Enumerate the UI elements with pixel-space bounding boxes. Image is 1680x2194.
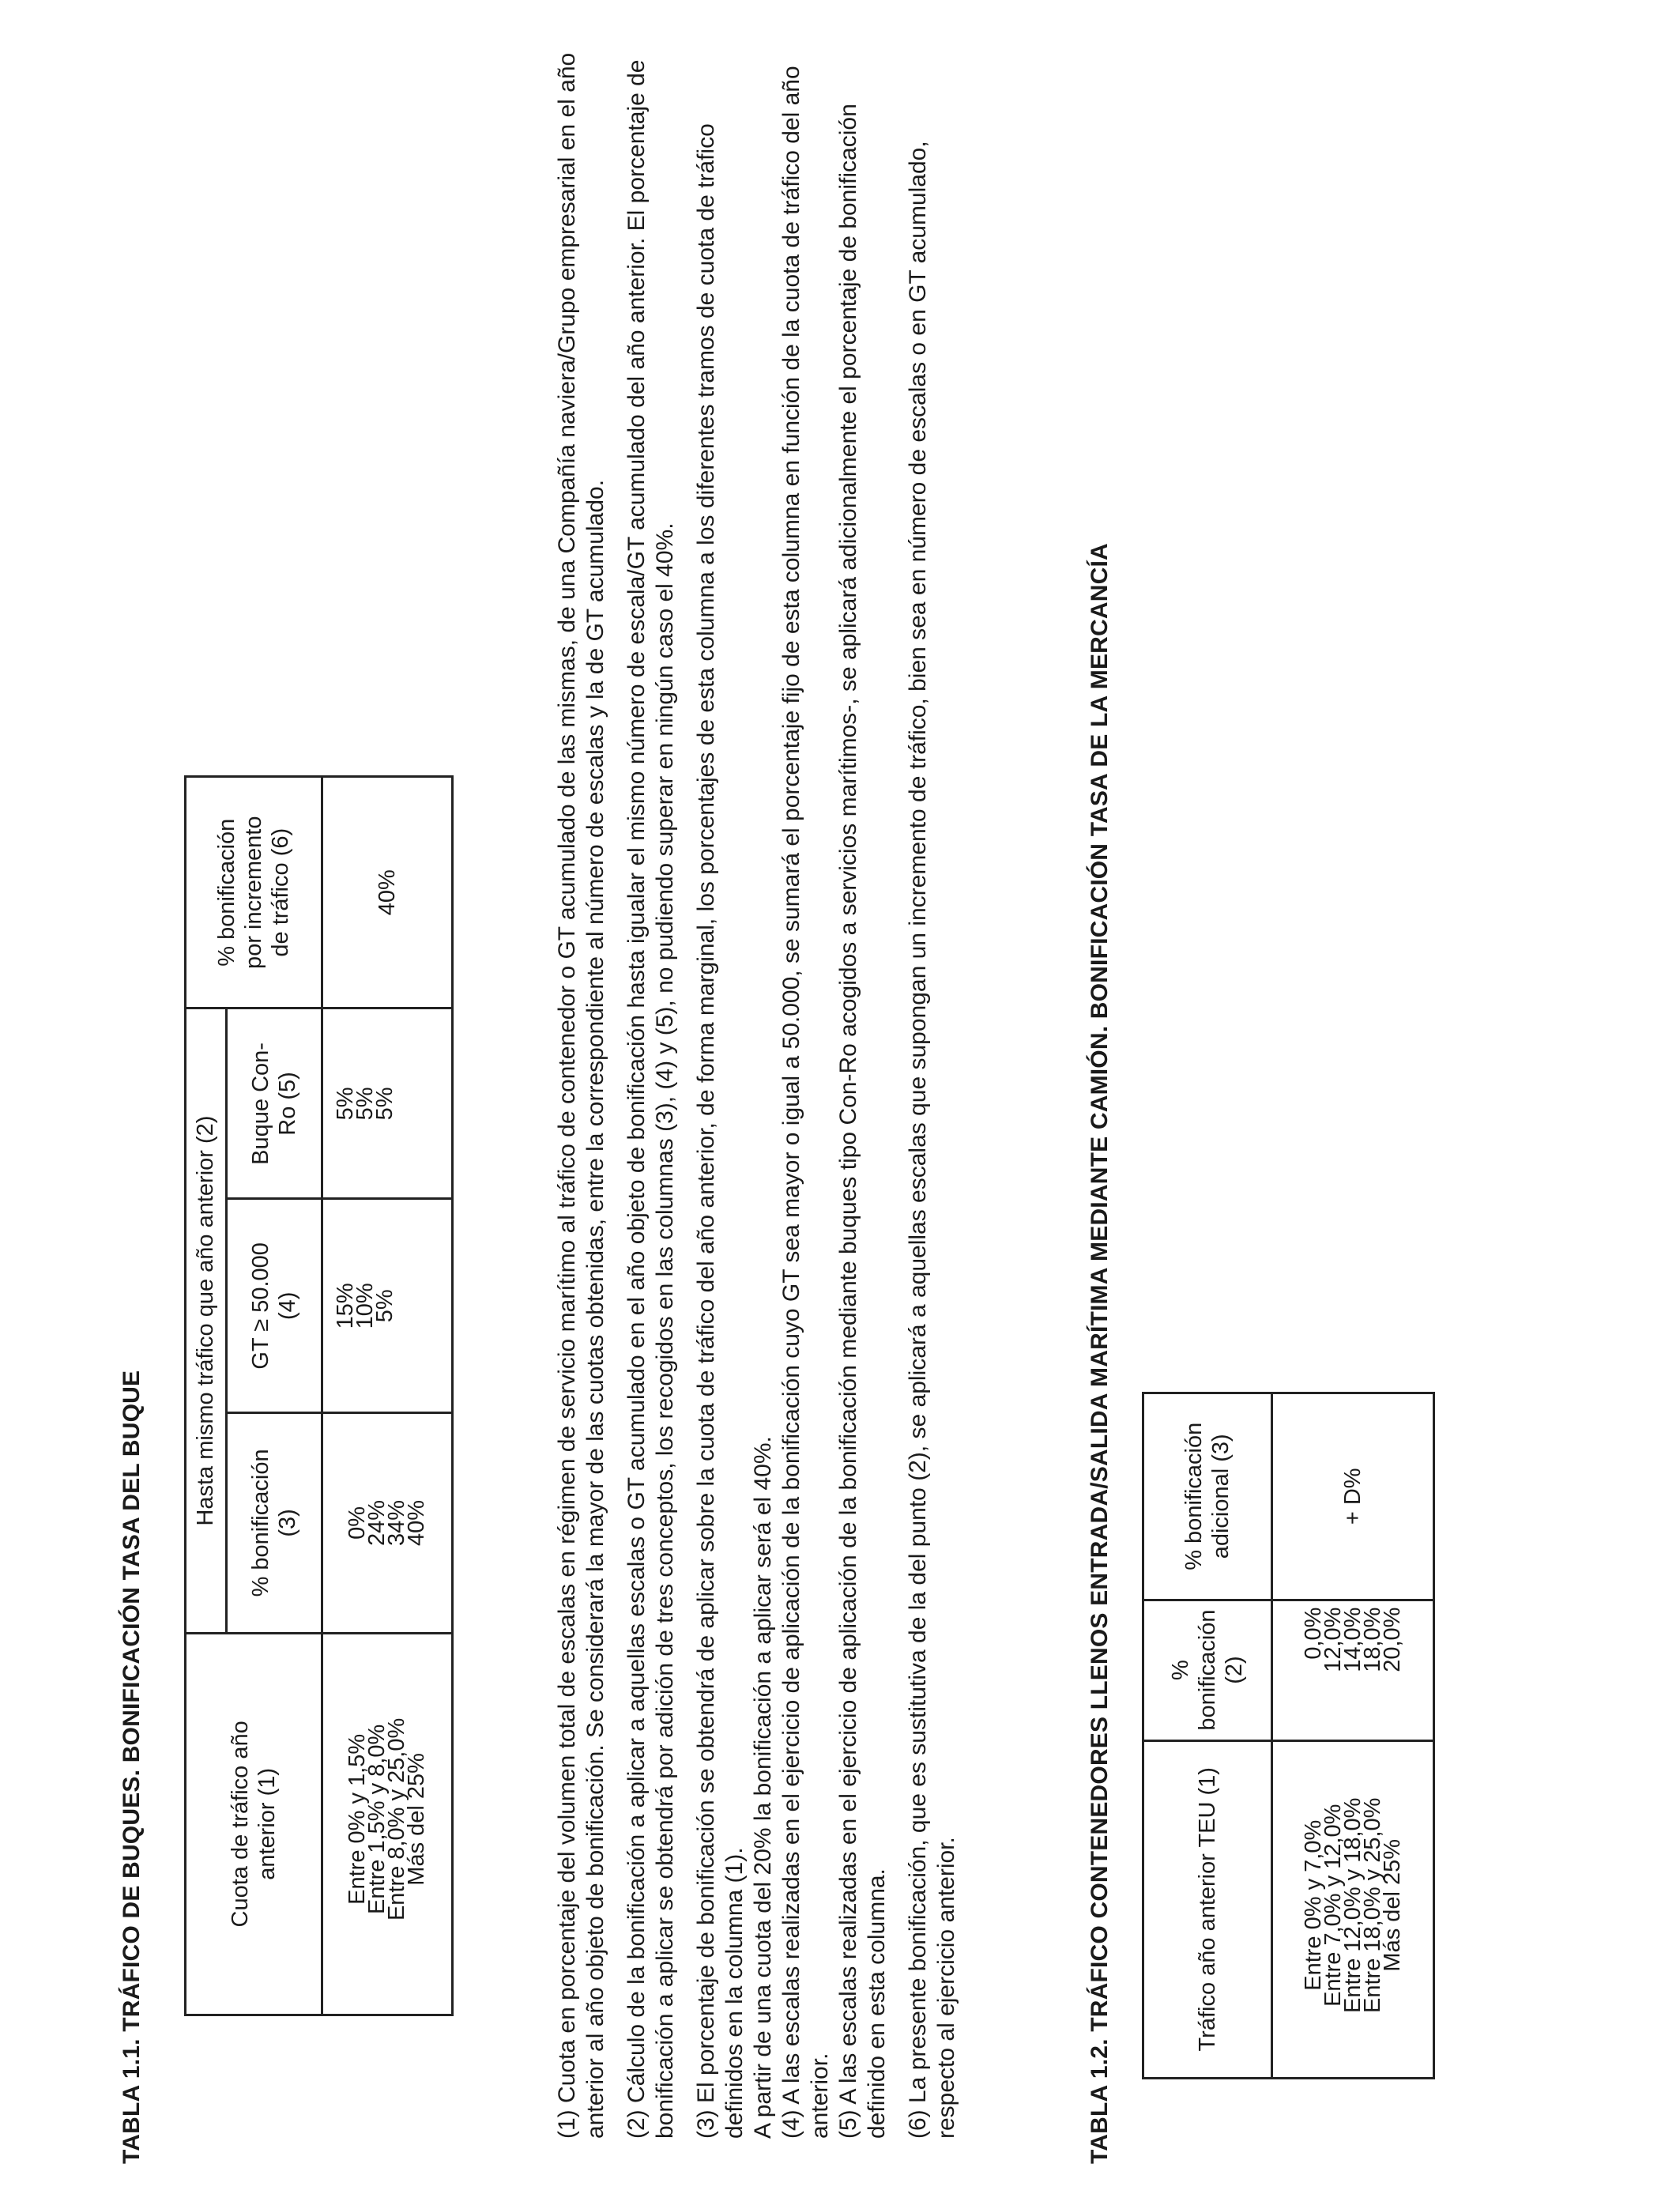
table-row-bonif: 34% [384, 1499, 409, 1546]
t1-cuota-cell [322, 1633, 453, 2015]
table-row-bonif: 24% [364, 1499, 390, 1546]
t2-trafico-cell [1272, 1740, 1434, 2078]
table-row-cuota: Entre 8,0% y 25,0% [384, 1717, 409, 1921]
table-row-gt: 5% [372, 1289, 397, 1323]
notes [553, 52, 974, 2139]
t1-col4-header: Buque Con-Ro (5) [227, 1008, 322, 1199]
t1-increment-cell: 40% [322, 777, 453, 1008]
note-2: (2) Cálculo de la bonificación a aplicar a aquellas escalas o GT acumulado en el año objeto de bonificación hasta igualar el mismo número de escala/GT acumulado del año anterior. El porcentaje de bonificación a aplicar se obtendrá por adición de tres conceptos, los recogidos en las columnas (3), (4) y (5), no pudiendo superar en ningún caso el 40%. [623, 59, 678, 2139]
table-row-conro: 5% [372, 1087, 397, 1121]
table-row-trafico: Entre 0% y 7,0% [1300, 1819, 1326, 1991]
table2 [1142, 1392, 1435, 2079]
t2-col1-header: Tráfico año anterior TEU (1) [1143, 1740, 1272, 2078]
table-row-bonif: 14,0% [1339, 1607, 1365, 1672]
t2-adicional-cell: + D% [1272, 1393, 1434, 1600]
t1-group-header: Hasta mismo tráfico que año anterior (2) [186, 1008, 227, 1633]
table1 [184, 775, 454, 2016]
table-row-gt: 10% [352, 1283, 378, 1329]
table-row-cuota: Más del 25% [404, 1753, 429, 1886]
table-row-trafico: Entre 12,0% y 18,0% [1339, 1797, 1365, 2013]
t1-gt-cell [322, 1199, 453, 1413]
table1-title: TABLA 1.1. TRÁFICO DE BUQUES. BONIFICACIÓN TASA DEL BUQUE [119, 1370, 145, 2164]
t1-conro-cell [322, 1008, 453, 1199]
note-3: (3) El porcentaje de bonificación se obtendrá de aplicar sobre la cuota de tráfico del año anterior, de forma marginal, los porcentajes de esta columna a los diferentes tramos de cuota de tráfico definidos en la columna (1). [693, 123, 748, 2139]
t1-col5-header: % bonificación por incremento de tráfico (6) [186, 777, 322, 1008]
table-row-conro: 5% [352, 1087, 378, 1121]
t2-col3-header: % bonificación adicional (3) [1143, 1393, 1272, 1600]
table-row-bonif: 0% [345, 1506, 370, 1540]
table-row-bonif: 0,0% [1300, 1607, 1326, 1660]
table-row-conro: 5% [333, 1087, 358, 1121]
table-row-trafico: Más del 25% [1379, 1838, 1405, 1972]
table-row-bonif: 40% [404, 1499, 429, 1546]
t1-col1-header: Cuota de tráfico año anterior (1) [186, 1633, 322, 2015]
table-row-trafico: Entre 7,0% y 12,0% [1320, 1804, 1346, 2007]
table-row-gt: 15% [333, 1283, 358, 1329]
table-row-cuota: Entre 1,5% y 8,0% [364, 1724, 390, 1914]
note-1: (1) Cuota en porcentaje del volumen total de escalas en régimen de servicio marítimo al tráfico de contenedor o GT acumulado de las mismas, de una Compañía naviera/Grupo empresarial en el año anterior al año objeto de bonificación. Se considerará la mayor de las cuotas obtenidas, entre la correspondiente al número de escalas y la de GT acumulado. [554, 52, 608, 2139]
table-row-bonif: 18,0% [1359, 1607, 1385, 1672]
table-row-bonif: 12,0% [1320, 1607, 1346, 1672]
table-row-cuota: Entre 0% y 1,5% [345, 1733, 370, 1905]
t1-col2-header: % bonificación (3) [227, 1413, 322, 1634]
note-3b: A partir de una cuota del 20% la bonificación a aplicar será el 40%. [750, 1436, 776, 2139]
note-6: (6) La presente bonificación, que es sustitutiva de la del punto (2), se aplicará a aquellas escalas que supongan un incremento de tráfico, bien sea en número de escalas o en GT acumulado, respecto al ejercicio anterior. [905, 141, 959, 2139]
note-4: (4) A las escalas realizadas en el ejercicio de aplicación de la bonificación cuyo GT sea mayor o igual a 50.000, se sumará el porcentaje fijo de esta columna en función de la cuota de tráfico del año anterior. [778, 66, 833, 2139]
table-row-bonif: 20,0% [1379, 1607, 1405, 1672]
t2-bonif-cell [1272, 1600, 1434, 1740]
note-5: (5) A las escalas realizadas en el ejercicio de aplicación de la bonificación mediante buques tipo Con-Ro acogidos a servicios marítimos-, se aplicará adicionalmente el porcentaje de bonificación definido en esta columna. [835, 104, 890, 2139]
t2-col2-header: % bonificación (2) [1143, 1600, 1272, 1740]
t1-col3-header: GT ≥ 50.000 (4) [227, 1199, 322, 1413]
table-row-trafico: Entre 18,0% y 25,0% [1359, 1797, 1385, 2013]
table2-title: TABLA 1.2. TRÁFICO CONTENEDORES LLENOS ENTRADA/SALIDA MARÍTIMA MEDIANTE CAMIÓN. BONIFICACIÓN TASA DE LA MERCANCÍA [1087, 543, 1113, 2164]
t1-bonif-cell [322, 1413, 453, 1634]
